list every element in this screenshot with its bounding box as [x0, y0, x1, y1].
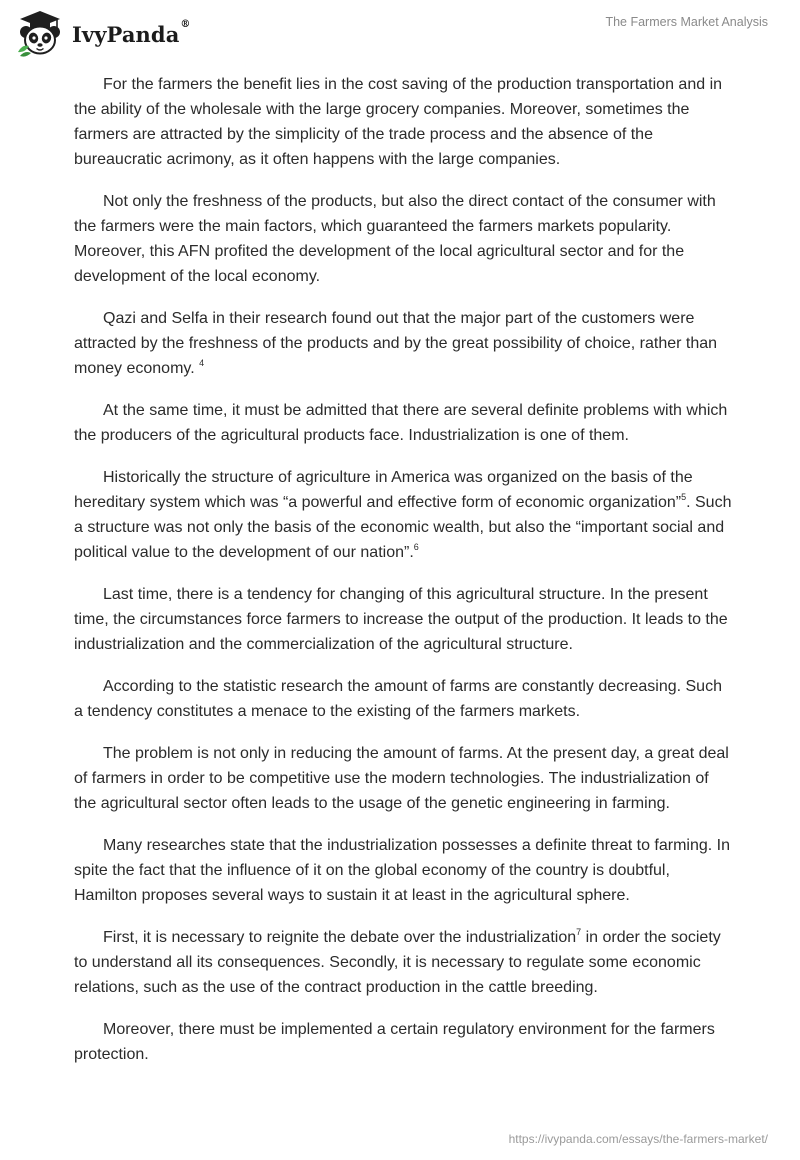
paragraph: The problem is not only in reducing the amount of farms. At the present day, a great deal of farmers in order to be competitive use the modern technologies. The industrialization of the agricultural sector often leads to the usage of the genetic engineering in farming. [74, 745, 729, 812]
paragraph: For the farmers the benefit lies in the cost saving of the production transportation and in the ability of the wholesale with the large grocery companies. Moreover, sometimes the farmers are attracted by the simplicity of the trade process and the absence of the bureaucratic acrimony, as it often happens with the large companies. [74, 76, 723, 168]
paragraph: Many researches state that the industrialization possesses a definite threat to farming. In spite the fact that the influence of it on the global economy of the country is doubtful, Hamilton proposes several ways to sustain it at least in the agricultural sphere. [74, 837, 730, 904]
paragraph: Not only the freshness of the products, but also the direct contact of the consumer with the farmers were the main factors, which guaranteed the farmers markets popularity. Moreover, this AFN profited the development of the local agricultural sector and for the development of the local economy. [74, 193, 716, 285]
footnote-ref[interactable]: 5 [681, 491, 687, 502]
paragraph: Moreover, there must be implemented a certain regulatory environment for the farmers protection. [74, 1021, 715, 1063]
footnote-ref[interactable]: 4 [199, 357, 205, 368]
page-header [0, 0, 800, 62]
paragraph: Historically the structure of agriculture in America was organized on the basis of the hereditary system which was “a powerful and effective form of economic organization”$^5$. Such a structure was not only the basis of the economic wealth, but also the “important social and political value to the development of our nation”.$^6$ [74, 469, 732, 561]
registered-mark: ® [180, 18, 191, 30]
footnote-ref[interactable]: 6 [413, 541, 419, 552]
document-title: The Farmers Market Analysis [605, 15, 768, 29]
panda-logo-icon [14, 8, 66, 58]
paragraph: Qazi and Selfa in their research found out that the major part of the customers were attracted by the freshness of the products and by the great possibility of choice, rather than money economy. $^4$ [74, 310, 718, 377]
source-url[interactable]: https://ivypanda.com/essays/the-farmers-market/ [508, 1132, 768, 1146]
paragraph: Last time, there is a tendency for changing of this agricultural structure. In the present time, the circumstances force farmers to increase the output of the production. It leads to the industrialization and the commercialization of the agricultural structure. [74, 586, 728, 653]
paragraph: According to the statistic research the amount of farms are constantly decreasing. Such a tendency constitutes a menace to the existing of the farmers markets. [74, 678, 722, 720]
footnote-ref[interactable]: 7 [576, 926, 582, 937]
paragraph: First, it is necessary to reignite the debate over the industrialization$^7$ in order the society to understand all its consequences. Secondly, it is necessary to regulate some economic relations, such as the use of the contract production in the cattle breeding. [74, 926, 721, 996]
brand-name: IvyPanda® [72, 18, 191, 47]
essay-body [74, 72, 734, 1084]
paragraph: At the same time, it must be admitted that there are several definite problems with which the producers of the agricultural products face. Industrialization is one of them. [74, 402, 728, 444]
ivypanda-logo[interactable] [14, 8, 191, 58]
